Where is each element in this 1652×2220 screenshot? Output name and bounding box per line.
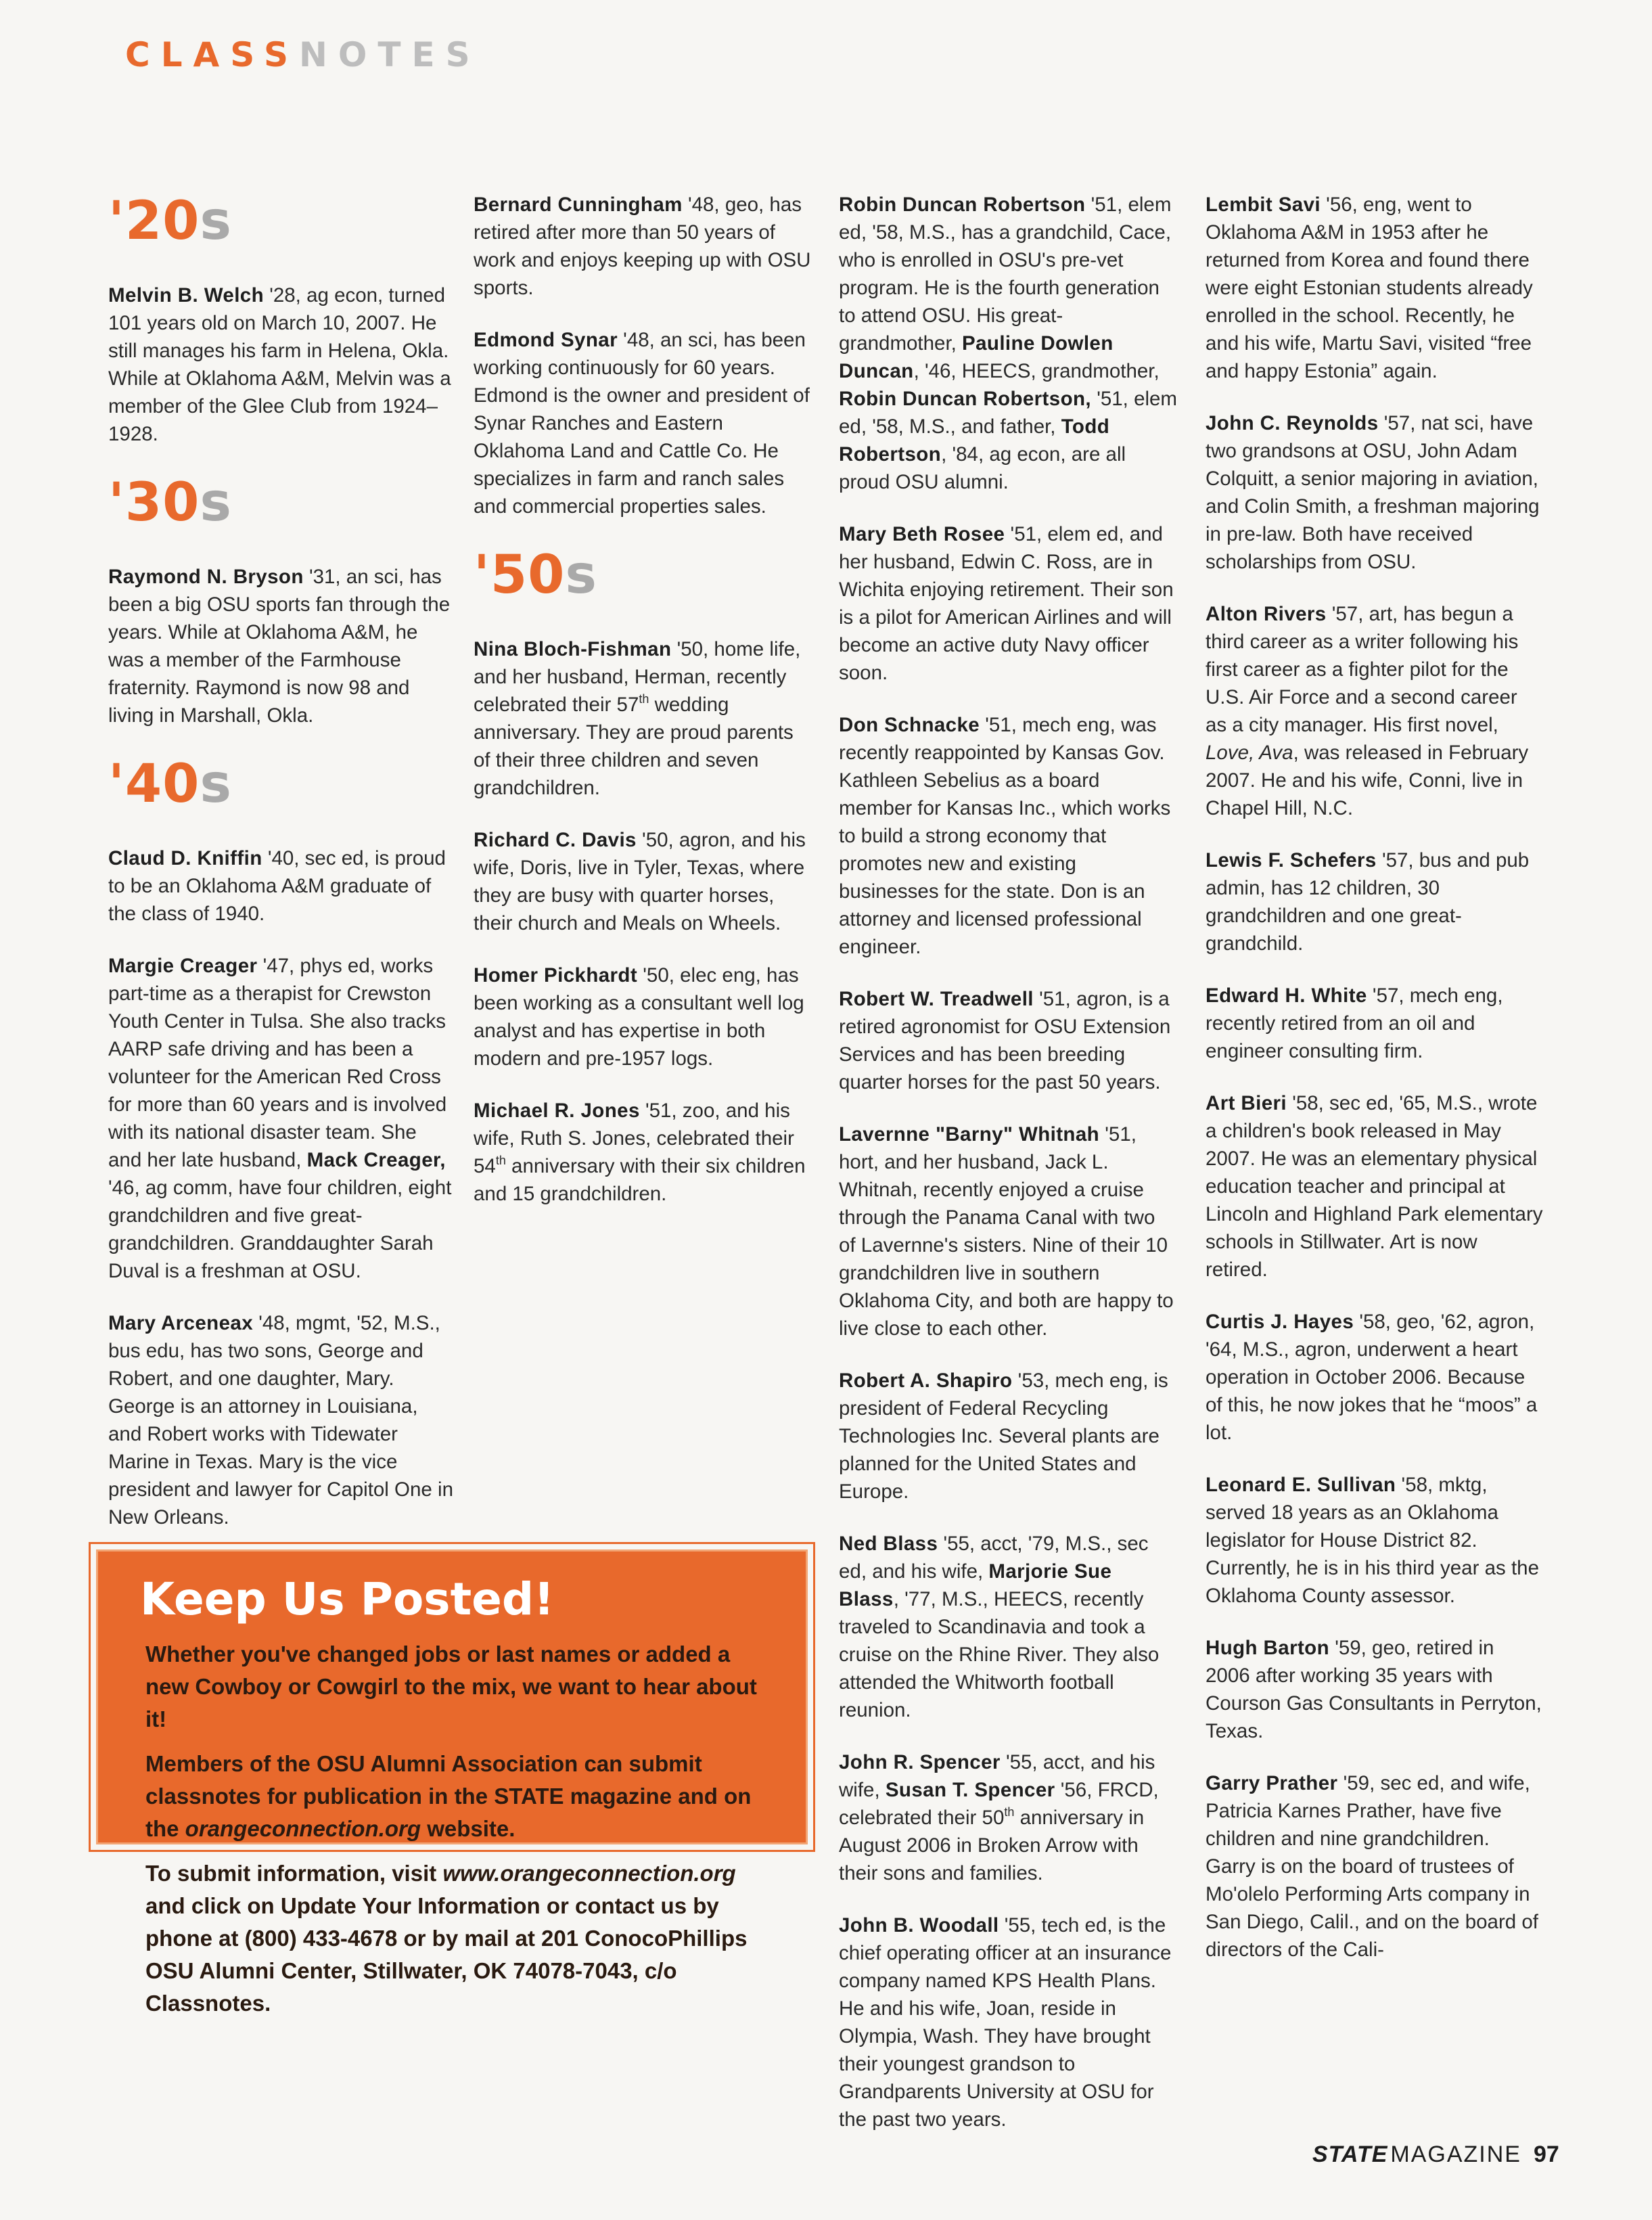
classnote-white: Edward H. White '57, mech eng, recently retired from an oil and engineer consulting firm.	[1206, 984, 1503, 1062]
classnote-shapiro: Robert A. Shapiro '53, mech eng, is president of Federal Recycling Technologies Inc. Several plants are planned for the United States and Europe.	[839, 1369, 1168, 1503]
classnote-kniffin: Claud D. Kniffin '40, sec ed, is proud to be an Oklahoma A&M graduate of the class of 1940.	[108, 847, 446, 925]
keep-us-posted-members: Members of the OSU Alumni Association can submit classnotes for publication in the STATE magazine and on the orangeconnection.org website.	[145, 1751, 752, 1841]
classnote-rivers: Alton Rivers '57, art, has begun a third career as a writer following his first career as a fighter pilot for the U.S. Air Force and a second career as a city manager. His first novel, Love, Ava, was released in February 2007. He and his wife, Conni, live in Chapel Hill, N.C.	[1206, 603, 1529, 819]
classnote-treadwell: Robert W. Treadwell '51, agron, is a retired agronomist for OSU Extension Services and has been breeding quarter horses for the past 50 years.	[839, 988, 1171, 1093]
classnote-bloch-fishman: Nina Bloch-Fishman '50, home life, and her husband, Herman, recently celebrated their 57th wedding anniversary. They are proud parents of their three children and seven grandchildren.	[474, 638, 801, 799]
classnote-davis: Richard C. Davis '50, agron, and his wife, Doris, live in Tyler, Texas, where they are busy with quarter horses, their church and Meals on Wheels.	[474, 829, 806, 934]
classnote-creager: Margie Creager '47, phys ed, works part-time as a therapist for Crewston Youth Center in Tulsa. She also tracks AARP safe driving and has been a volunteer for the American Red Cross for more than 60 years and is involved with its national disaster team. She and her late husband, Mack Creager, '46, ag comm, have four children, eight grandchildren and five great-grandchildren. Granddaughter Sarah Duval is a freshman at OSU.	[108, 955, 452, 1282]
column-3	[839, 191, 1177, 2158]
header-class: CLASS	[125, 35, 300, 74]
column-4	[1206, 191, 1544, 1988]
classnote-sullivan: Leonard E. Sullivan '58, mktg, served 18 years as an Oklahoma legislator for House District 82. Currently, he is in his third year as the Oklahoma County assessor.	[1206, 1474, 1539, 1607]
header-notes: NOTES	[299, 35, 481, 74]
page-number: 97	[1533, 2142, 1559, 2167]
classnote-schnacke: Don Schnacke '51, mech eng, was recently reappointed by Kansas Gov. Kathleen Sebelius as a board member for Kansas Inc., which works to build a strong economy that promotes new and existing businesses for the state. Don is an attorney and licensed professional engineer.	[839, 714, 1171, 958]
column-1	[108, 191, 455, 1556]
footer-magazine: MAGAZINE	[1390, 2142, 1521, 2167]
classnote-prather: Garry Prather '59, sec ed, and wife, Patricia Karnes Prather, have five children and nine grandchildren. Garry is on the board of trustees of Mo'olelo Performing Arts company in San Diego, Calil., and on the board of directors of the Cali-	[1206, 1772, 1538, 1961]
keep-us-posted-submit: To submit information, visit www.orangeconnection.org and click on Update Your Information or contact us by phone at (800) 433-4678 or by mail at 201 ConocoPhillips OSU Alumni Center, Stillwater, OK 74078-7043, c/o Classnotes.	[145, 1861, 748, 2016]
classnote-synar: Edmond Synar '48, an sci, has been working continuously for 60 years. Edmond is the owner and president of Synar Ranches and Eastern Oklahoma Land and Cattle Co. He specializes in farm and ranch sales and commercial properties sales.	[474, 329, 810, 518]
orangeconnection-www-link[interactable]: www.orangeconnection.org	[442, 1861, 736, 1886]
classnote-hayes: Curtis J. Hayes '58, geo, '62, agron, '64, M.S., agron, underwent a heart operation in October 2006. Because of this, he now jokes that he “moos” a lot.	[1206, 1311, 1538, 1444]
classnote-schefers: Lewis F. Schefers '57, bus and pub admin, has 12 children, 30 grandchildren and one great-grandchild.	[1206, 849, 1530, 955]
column-2	[474, 191, 812, 1232]
classnote-woodall: John B. Woodall '55, tech ed, is the chief operating officer at an insurance company named KPS Health Plans. He and his wife, Joan, reside in Olympia, Wash. They have brought their youngest grandson to Grandparents University at OSU for the past two years.	[839, 1914, 1172, 2131]
orangeconnection-link[interactable]: orangeconnection.org	[185, 1816, 421, 1841]
classnote-pickhardt: Homer Pickhardt '50, elec eng, has been working as a consultant well log analyst and has expertise in both modern and pre-1957 logs.	[474, 964, 804, 1070]
keep-us-posted-title: Keep Us Posted!	[140, 1573, 555, 1625]
classnote-bryson: Raymond N. Bryson '31, an sci, has been a big OSU sports fan through the years. While at Oklahoma A&M, he was a member of the Farmhouse fraternity. Raymond is now 98 and living in Marshall, Okla.	[108, 566, 451, 727]
classnote-bieri: Art Bieri '58, sec ed, '65, M.S., wrote a children's book released in May 2007. He was an elementary physical education teacher and principal at Lincoln and Highland Park elementary schools in Stillwater. Art is now retired.	[1206, 1092, 1543, 1281]
decade-heading-30s: '30s	[108, 472, 232, 533]
classnote-jones: Michael R. Jones '51, zoo, and his wife, Ruth S. Jones, celebrated their 54th anniversary with their six children and 15 grandchildren.	[474, 1100, 806, 1205]
classnote-arceneax: Mary Arceneax '48, mgmt, '52, M.S., bus edu, has two sons, George and Robert, and one daughter, Mary. George is an attorney in Louisiana, and Robert works with Tidewater Marine in Texas. Mary is the vice president and lawyer for Capitol One in New Orleans.	[108, 1312, 453, 1528]
classnote-savi: Lembit Savi '56, eng, went to Oklahoma A&M in 1953 after he returned from Korea and found there were eight Estonian students already enrolled in the school. Recently, he and his wife, Martu Savi, visited “free and happy Estonia” again.	[1206, 194, 1533, 382]
classnote-spencer: John R. Spencer '55, acct, and his wife, Susan T. Spencer '56, FRCD, celebrated their 50th anniversary in August 2006 in Broken Arrow with their sons and families.	[839, 1751, 1159, 1884]
decade-heading-40s: '40s	[108, 754, 232, 815]
footer-state: STATE	[1312, 2142, 1388, 2167]
classnote-rosee: Mary Beth Rosee '51, elem ed, and her husband, Edwin C. Ross, are in Wichita enjoying retirement. Their son is a pilot for American Airlines and will become an active duty Navy officer soon.	[839, 523, 1174, 684]
classnote-blass: Ned Blass '55, acct, '79, M.S., sec ed, and his wife, Marjorie Sue Blass, '77, M.S., HEECS, recently traveled to Scandinavia and took a cruise on the Rhine River. They also attended the Whitworth football reunion.	[839, 1533, 1160, 1721]
classnote-reynolds: John C. Reynolds '57, nat sci, have two grandsons at OSU, John Adam Colquitt, a senior majoring in aviation, and Colin Smith, a freshman majoring in pre-law. Both have received scholarships from OSU.	[1206, 412, 1540, 573]
classnote-robertson: Robin Duncan Robertson '51, elem ed, '58, M.S., has a grandchild, Cace, who is enrolled in OSU's pre-vet program. He is the fourth generation to attend OSU. His great-grandmother, Pauline Dowlen Duncan, '46, HEECS, grandmother, Robin Duncan Robertson, '51, elem ed, '58, M.S., and father, Todd Robertson, '84, ag econ, are all proud OSU alumni.	[839, 194, 1178, 493]
classnote-welch: Melvin B. Welch '28, ag econ, turned 101 years old on March 10, 2007. He still manages his farm in Helena, Okla. While at Oklahoma A&M, Melvin was a member of the Glee Club from 1924–1928.	[108, 284, 451, 445]
keep-us-posted-box	[96, 1549, 808, 2016]
classnote-cunningham: Bernard Cunningham '48, geo, has retired after more than 50 years of work and enjoys keeping up with OSU sports.	[474, 194, 811, 299]
classnote-barton: Hugh Barton '59, geo, retired in 2006 after working 35 years with Courson Gas Consultants in Perryton, Texas.	[1206, 1637, 1542, 1742]
decade-heading-50s: '50s	[474, 545, 597, 606]
page-footer	[1312, 2142, 1559, 2168]
section-header	[125, 35, 481, 74]
decade-heading-20s: '20s	[108, 191, 232, 252]
classnote-whitnah: Lavernne "Barny" Whitnah '51, hort, and her husband, Jack L. Whitnah, recently enjoyed a cruise through the Panama Canal with two of Lavernne's sisters. Nine of their 10 grandchildren live in southern Oklahoma City, and both are happy to live close to each other.	[839, 1123, 1174, 1340]
keep-us-posted-intro: Whether you've changed jobs or last names or added a new Cowboy or Cowgirl to the mix, we want to hear about it!	[145, 1641, 757, 1731]
